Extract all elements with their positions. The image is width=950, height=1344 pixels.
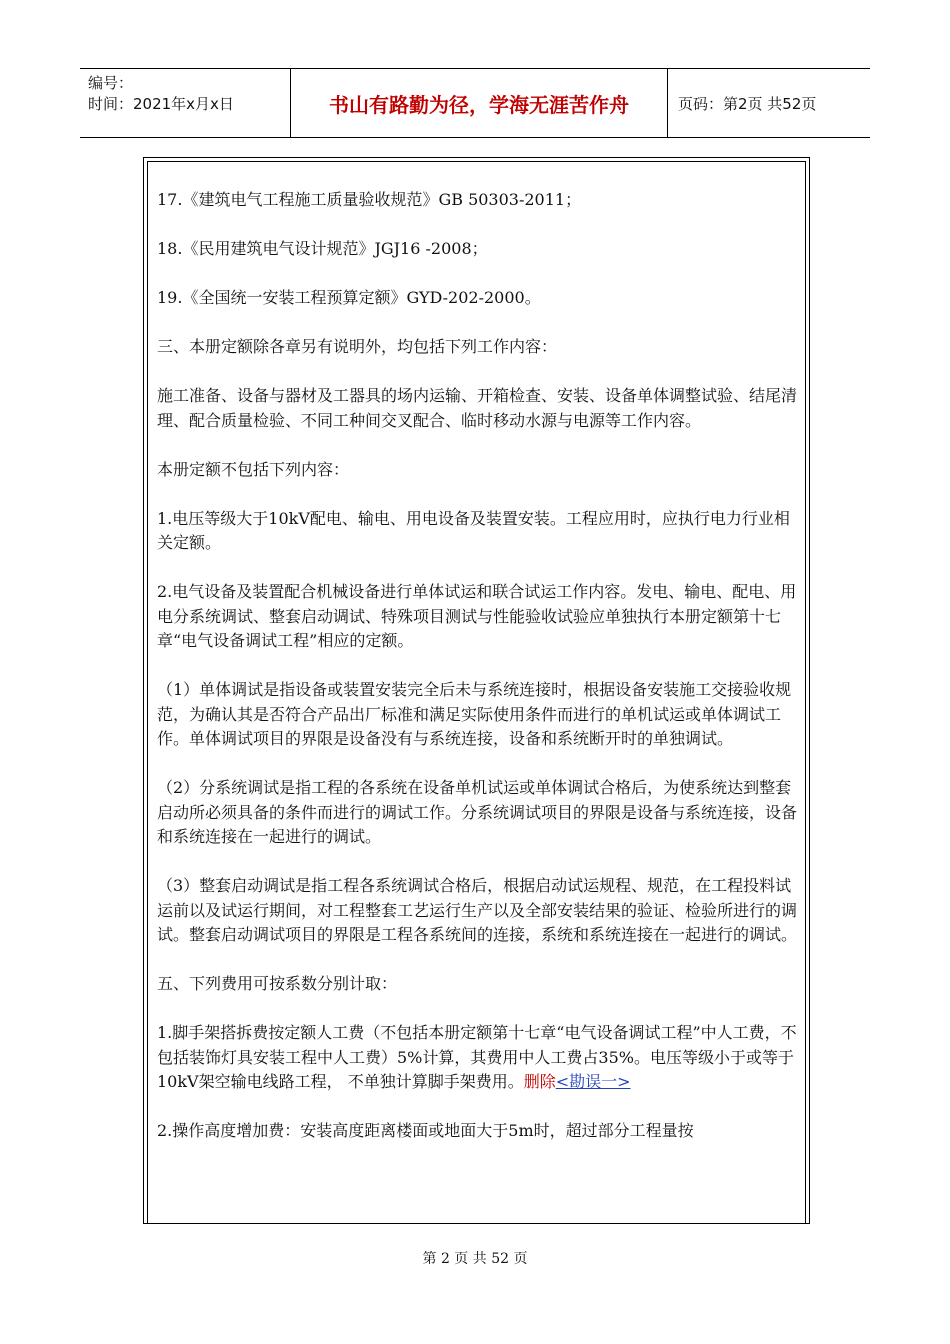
paragraph: 1.电压等级大于10kV配电、输电、用电设备及装置安装。工程应用时，应执行电力行业相关定额。 bbox=[157, 508, 790, 552]
paragraph-scaffold bbox=[157, 1021, 799, 1095]
paragraph: 五、下列费用可按系数分别计取： bbox=[157, 974, 398, 993]
paragraph: （1）单体调试是指设备或装置安装完全后未与系统连接时，根据设备安装施工交接验收规范，为确认其是否符合产品出厂标准和满足实际使用条件而进行的单机试运或单体调试工作。单体调试项目的界限是设备没有与系统连接，设备和系统断开时的单独调试。 bbox=[157, 680, 792, 748]
paragraph: 2.电气设备及装置配合机械设备进行单体试运和联合试运工作内容。发电、输电、配电、用电分系统调试、整套启动调试、特殊项目测试与性能验收试验应单独执行本册定额第十七章“电气设备调试工程”相应的定额。 bbox=[157, 582, 797, 650]
time-label: 时间：2021年x月x日 bbox=[88, 95, 234, 113]
paragraph: （3）整套启动调试是指工程各系统调试合格后，根据启动试运规程、规范，在工程投料试运前以及试运行期间，对工程整套工艺运行生产以及全部安装结果的验证、检验所进行的调试。整套启动调试项目的界限是工程各系统间的连接，系统和系统连接在一起进行的调试。 bbox=[157, 876, 798, 944]
deleted-mark: 删除 bbox=[523, 1072, 556, 1091]
page-footer: 第 2 页 共 52 页 bbox=[422, 1251, 528, 1267]
paragraph: 本册定额不包括下列内容： bbox=[157, 459, 350, 479]
header-motto: 书山有路勤为径，学海无涯苦作舟 bbox=[291, 69, 668, 137]
paragraph: 三、本册定额除各章另有说明外，均包括下列工作内容： bbox=[157, 337, 558, 356]
paragraph: 19.《全国统一安装工程预算定额》GYD-202-2000。 bbox=[157, 288, 541, 307]
header-page-info: 页码：第2页 共52页 bbox=[678, 94, 817, 113]
paragraph: 2.操作高度增加费：安装高度距离楼面或地面大于5m时，超过部分工程量按 bbox=[157, 1121, 694, 1140]
scaffold-text: 1.脚手架搭拆费按定额人工费（不包括本册定额第十七章“电气设备调试工程”中人工费，不包括装饰灯具安装工程中人工费）5%计算，其费用中人工费占35%。电压等级小于或等于10kV架空输电线路工程， 不单独计算脚手架费用。 bbox=[157, 1023, 797, 1091]
code-label: 编号： bbox=[88, 74, 134, 92]
errata-link[interactable]: <勘误一> bbox=[555, 1072, 631, 1091]
content-frame bbox=[143, 157, 810, 1224]
paragraph: （2）分系统调试是指工程的各系统在设备单机试运或单体调试合格后，为使系统达到整套启动所必须具备的条件而进行的调试工作。分系统调试项目的界限是设备与系统连接，设备和系统连接在一起进行的调试。 bbox=[157, 778, 798, 846]
paragraph: 18.《民用建筑电气设计规范》JGJ16 -2008； bbox=[157, 239, 488, 258]
paragraph: 施工准备、设备与器材及工器具的场内运输、开箱检查、安装、设备单体调整试验、结尾清理、配合质量检验、不同工种间交叉配合、临时移动水源与电源等工作内容。 bbox=[157, 386, 798, 430]
paragraph: 17.《建筑电气工程施工质量验收规范》GB 50303-2011； bbox=[157, 190, 582, 209]
header-table bbox=[80, 68, 870, 138]
header-meta bbox=[80, 69, 291, 137]
document-body bbox=[157, 188, 799, 1168]
content-frame-inner bbox=[147, 161, 806, 1223]
